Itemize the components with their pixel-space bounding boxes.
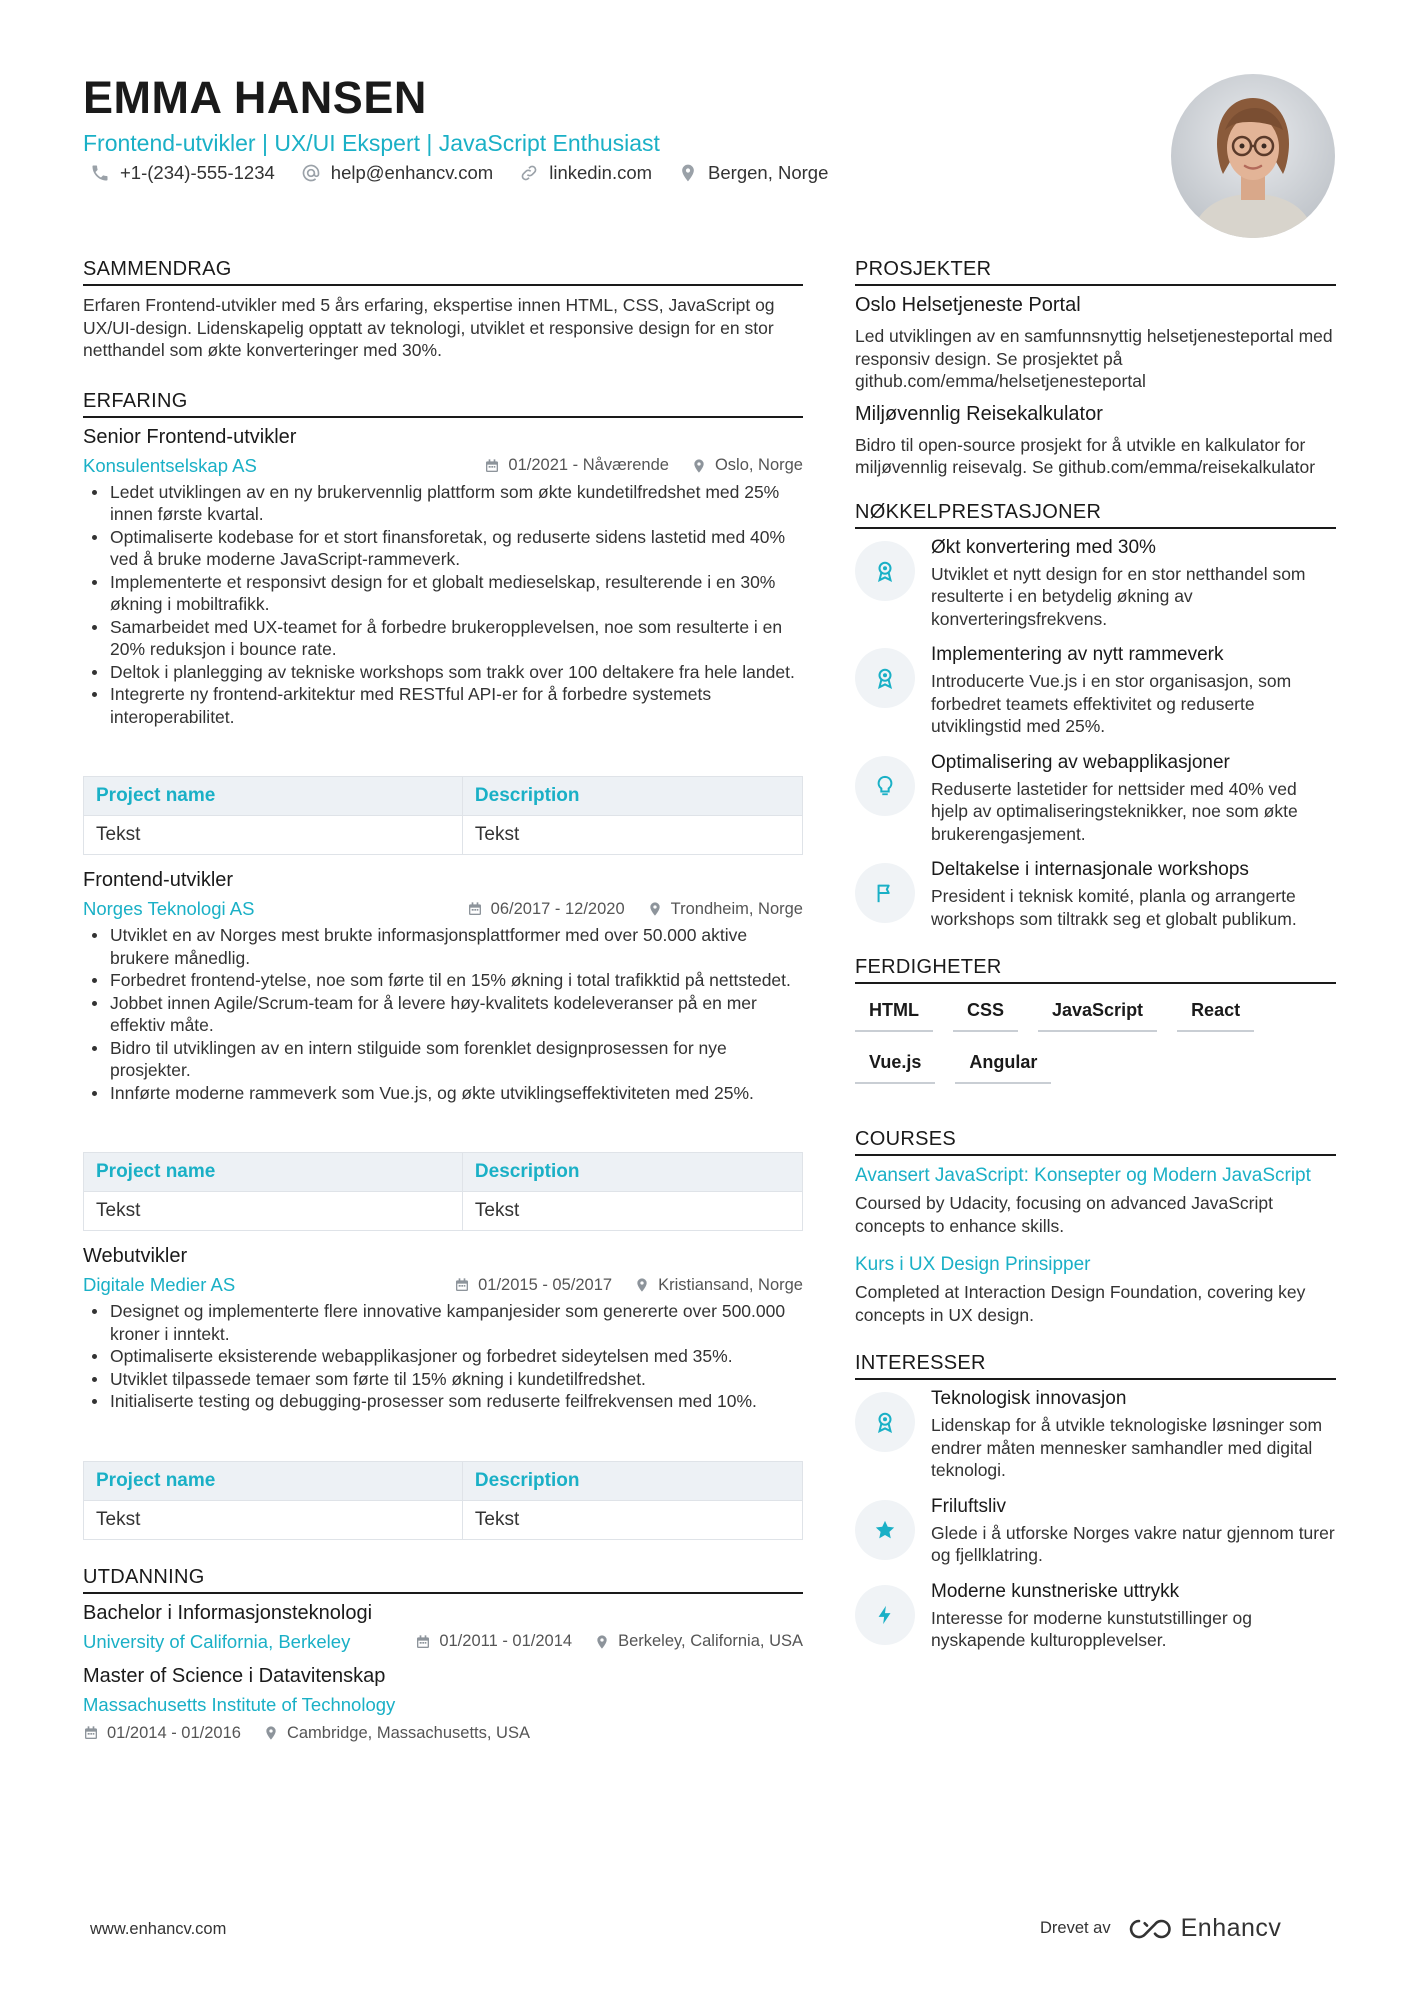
- job-meta-row: [83, 455, 803, 477]
- link-icon: [519, 163, 539, 183]
- achievement-title: Deltakelse i internasjonale workshops: [931, 859, 1249, 880]
- skill-tag: CSS: [953, 998, 1018, 1032]
- job-dates: [454, 1276, 612, 1295]
- job-role: Senior Frontend-utvikler: [83, 425, 297, 448]
- job-dates-text: 01/2015 - 05/2017: [478, 1275, 613, 1294]
- table-header-description: Description: [462, 1153, 802, 1192]
- section-title-interests: INTERESSER: [855, 1352, 1336, 1380]
- interest-body: [931, 1581, 1336, 1652]
- interest-body: [931, 1496, 1336, 1567]
- section-title-achievements: NØKKELPRESTASJONER: [855, 501, 1336, 529]
- course-desc: Coursed by Udacity, focusing on advanced JavaScript concepts to enhance skills.: [855, 1193, 1273, 1236]
- job-location: [634, 1276, 803, 1295]
- award-icon: [855, 1392, 915, 1452]
- achievement-desc: Reduserte lastetider for nettsider med 40% ved hjelp av optimaliseringsteknikker, noe som økte brukerengasjement.: [931, 778, 1298, 844]
- bullet-item: Integrerte ny frontend-arkitektur med RESTful API-er for å forbedre systemets interoperabilitet.: [83, 683, 803, 728]
- bullet-item: Forbedret frontend-ytelse, noe som førte til en 15% økning i total trafikktid på nettstedet.: [83, 969, 803, 992]
- profile-photo: [1171, 74, 1335, 238]
- edu-location-text: Berkeley, California, USA: [618, 1632, 803, 1650]
- interests-section: [855, 1352, 1336, 1652]
- achievement-body: [931, 644, 1336, 738]
- achievement-desc: Introducerte Vue.js i en stor organisasjon, som forbedret teamets effektivitet og reduserte utviklingstid med 25%.: [931, 671, 1292, 736]
- bullet-item: Designet og implementerte flere innovative kampanjesider som genererte over 500.000 kroner i inntekt.: [83, 1300, 803, 1345]
- interest-item: [855, 1388, 1336, 1482]
- course-name[interactable]: Kurs i UX Design Prinsipper: [855, 1254, 1091, 1275]
- skill-tag: JavaScript: [1038, 998, 1157, 1032]
- bolt-icon: [855, 1585, 915, 1645]
- edu-dates: [415, 1632, 572, 1651]
- job-meta: [454, 1276, 803, 1295]
- lightbulb-icon: [855, 756, 915, 816]
- job-company[interactable]: Norges Teknologi AS: [83, 898, 255, 919]
- interest-body: [931, 1388, 1336, 1482]
- interest-desc: Glede i å utforske Norges vakre natur gjennom turer og fjellklatring.: [931, 1522, 1335, 1565]
- project-name: Miljøvennlig Reisekalkulator: [855, 402, 1103, 425]
- job-meta-row: [83, 898, 803, 920]
- bullet-item: Deltok i planlegging av tekniske workshops som trakk over 100 deltakere fra hele landet.: [83, 661, 803, 684]
- contact-bar: [90, 162, 828, 184]
- right-column: [855, 258, 1336, 1652]
- edu-meta-row: [83, 1631, 803, 1653]
- education-entry: [83, 1602, 803, 1653]
- location-pin-icon: [634, 1277, 650, 1293]
- experience-section: [83, 390, 803, 1540]
- footer-website[interactable]: www.enhancv.com: [90, 1920, 227, 1938]
- education-section: [83, 1566, 803, 1743]
- phone-icon: [90, 163, 110, 183]
- bullet-item: Optimaliserte kodebase for et stort finansforetak, og reduserte sidens lastetid med 40% ved å bruke moderne JavaScript-rammeverk.: [83, 526, 803, 571]
- job-bullets: [83, 481, 803, 729]
- degree: Master of Science i Datavitenskap: [83, 1664, 386, 1687]
- table-cell: Tekst: [84, 1192, 463, 1231]
- section-title-courses: COURSES: [855, 1128, 1336, 1156]
- interest-title: Friluftsliv: [931, 1495, 1006, 1517]
- achievement-title: Økt konvertering med 30%: [931, 536, 1156, 558]
- bullet-item: Utviklet tilpassede temaer som førte til 15% økning i kundetilfredshet.: [83, 1368, 803, 1391]
- table-cell: Tekst: [462, 1500, 802, 1539]
- award-icon: [855, 541, 915, 601]
- job-location-text: Oslo, Norge: [714, 456, 803, 474]
- calendar-icon: [484, 458, 500, 474]
- interest-item: [855, 1496, 1336, 1567]
- location-pin-icon: [594, 1634, 610, 1650]
- projects-section: [855, 258, 1336, 479]
- job-entry: [83, 426, 803, 856]
- job-role: Frontend-utvikler: [83, 869, 234, 891]
- skill-tag: React: [1177, 998, 1254, 1032]
- contact-linkedin[interactable]: [519, 162, 652, 184]
- table-header-project: Project name: [84, 777, 463, 816]
- achievement-item: [855, 752, 1336, 846]
- bullet-item: Implementerte et responsivt design for et globalt medieselskap, resulterende i en 30% økning i mobiltrafikk.: [83, 571, 803, 616]
- section-title-skills: FERDIGHETER: [855, 956, 1336, 984]
- job-bullets: [83, 924, 803, 1104]
- job-dates-text: 01/2021 - Nåværende: [508, 456, 669, 474]
- project-desc: Led utviklingen av en samfunnsnyttig helsetjenesteportal med responsiv design. Se prosjektet på github.com/emma/helsetjenesteportal: [855, 326, 1333, 391]
- section-title-summary: SAMMENDRAG: [83, 258, 803, 286]
- course-desc: Completed at Interaction Design Foundation, covering key concepts in UX design.: [855, 1282, 1306, 1325]
- interest-item: [855, 1581, 1336, 1652]
- location-pin-icon: [691, 458, 707, 474]
- linkedin-text: linkedin.com: [549, 162, 653, 183]
- interest-desc: Lidenskap for å utvikle teknologiske løsninger som endrer måten mennesker samhandler med digital teknologi.: [931, 1415, 1323, 1480]
- table-cell: Tekst: [462, 816, 802, 855]
- skill-tag: HTML: [855, 998, 933, 1032]
- section-title-projects: PROSJEKTER: [855, 258, 1336, 286]
- location-pin-icon: [678, 163, 698, 183]
- at-icon: [301, 163, 321, 183]
- phone-text: +1-(234)-555-1234: [120, 162, 275, 183]
- skill-tag: Vue.js: [855, 1050, 935, 1084]
- job-entry: [83, 869, 803, 1231]
- course-name[interactable]: Avansert JavaScript: Konsepter og Modern JavaScript: [855, 1165, 1311, 1186]
- contact-email[interactable]: [301, 162, 493, 184]
- flag-icon: [855, 863, 915, 923]
- edu-location: [263, 1724, 530, 1743]
- achievement-desc: Utviklet et nytt design for en stor netthandel som resulterte i en betydelig økning av konverteringsfrekvens.: [931, 563, 1306, 629]
- summary-section: [83, 258, 803, 362]
- email-text: help@enhancv.com: [330, 162, 494, 183]
- location-text: Bergen, Norge: [708, 162, 829, 183]
- enhancv-logo[interactable]: [1127, 1914, 1282, 1943]
- job-meta: [484, 456, 803, 475]
- edu-meta: [83, 1724, 803, 1743]
- contact-location: [678, 162, 828, 184]
- calendar-icon: [454, 1277, 470, 1293]
- project-desc: Bidro til open-source prosjekt for å utvikle en kalkulator for miljøvennlig reisevalg. Se github.com/emma/reisekalkulator: [855, 434, 1316, 477]
- table-header-description: Description: [462, 1461, 802, 1500]
- school[interactable]: Massachusetts Institute of Technology: [83, 1693, 396, 1715]
- degree: Bachelor i Informasjonsteknologi: [83, 1601, 373, 1624]
- job-dates: [467, 900, 625, 919]
- job-location-text: Kristiansand, Norge: [658, 1275, 803, 1294]
- table-header-project: Project name: [84, 1153, 463, 1192]
- table-header-description: Description: [462, 777, 802, 816]
- courses-section: [855, 1128, 1336, 1326]
- project-table: [83, 1152, 803, 1231]
- interest-desc: Interesse for moderne kunstutstillinger og nyskapende kulturopplevelser.: [931, 1607, 1252, 1650]
- calendar-icon: [415, 1634, 431, 1650]
- job-dates-text: 06/2017 - 12/2020: [490, 899, 625, 918]
- job-entry: [83, 1245, 803, 1540]
- table-cell: Tekst: [84, 1500, 463, 1539]
- bullet-item: Innførte moderne rammeverk som Vue.js, og økte utviklingseffektiviteten med 25%.: [83, 1082, 803, 1105]
- interest-title: Moderne kunstneriske uttrykk: [931, 1580, 1180, 1602]
- edu-dates-text: 01/2011 - 01/2014: [439, 1632, 573, 1650]
- table-cell: Tekst: [84, 816, 463, 855]
- project-table: [83, 776, 803, 855]
- school[interactable]: University of California, Berkeley: [83, 1630, 351, 1652]
- headline: Frontend-utvikler | UX/UI Ekspert | JavaScript Enthusiast: [83, 130, 660, 156]
- skills-list: [855, 998, 1336, 1084]
- candidate-name: EMMA HANSEN: [83, 72, 427, 123]
- achievement-item: [855, 537, 1336, 631]
- job-location-text: Trondheim, Norge: [670, 899, 803, 918]
- skills-section: [855, 956, 1336, 1084]
- table-cell: Tekst: [462, 1192, 802, 1231]
- star-icon: [855, 1500, 915, 1560]
- contact-phone[interactable]: [90, 162, 275, 184]
- project-name: Oslo Helsetjeneste Portal: [855, 294, 1081, 316]
- edu-location-text: Cambridge, Massachusetts, USA: [286, 1723, 530, 1742]
- section-title-experience: ERFARING: [83, 390, 803, 418]
- job-role: Webutvikler: [83, 1245, 188, 1267]
- calendar-icon: [467, 901, 483, 917]
- edu-location: [594, 1632, 803, 1651]
- bullet-item: Jobbet innen Agile/Scrum-team for å levere høy-kvalitets kodeleveranser på en mer effektiv måte.: [83, 992, 803, 1037]
- achievement-title: Implementering av nytt rammeverk: [931, 644, 1224, 665]
- bullet-item: Optimaliserte eksisterende webapplikasjoner og forbedret sideytelsen med 35%.: [83, 1345, 803, 1368]
- bullet-item: Ledet utviklingen av en ny brukervennlig plattform som økte kundetilfredshet med 25% innen første kvartal.: [83, 481, 803, 526]
- bullet-item: Utviklet en av Norges mest brukte informasjonsplattformer med over 50.000 aktive brukere månedlig.: [83, 924, 803, 969]
- project-table: [83, 1461, 803, 1540]
- education-entry: [83, 1665, 803, 1743]
- footer-branding: [1040, 1914, 1281, 1943]
- job-meta-row: [83, 1274, 803, 1296]
- location-pin-icon: [263, 1725, 279, 1741]
- job-meta: [467, 900, 803, 919]
- achievement-desc: President i teknisk komité, planla og arrangerte workshops som tiltrakk seg et globalt publikum.: [931, 886, 1297, 929]
- infinity-logo-icon: [1127, 1917, 1173, 1941]
- achievement-body: [931, 859, 1336, 930]
- location-pin-icon: [647, 901, 663, 917]
- achievement-body: [931, 752, 1336, 846]
- table-header-project: Project name: [84, 1461, 463, 1500]
- job-location: [647, 900, 803, 919]
- calendar-icon: [83, 1725, 99, 1741]
- edu-meta: [415, 1632, 803, 1651]
- job-company[interactable]: Konsulentselskap AS: [83, 454, 257, 476]
- job-company[interactable]: Digitale Medier AS: [83, 1274, 236, 1295]
- skill-tag: Angular: [955, 1050, 1051, 1084]
- avatar-illustration: [1171, 74, 1335, 238]
- achievements-section: [855, 501, 1336, 931]
- bullet-item: Bidro til utviklingen av en intern stilguide som forenklet designprosessen for nye prosjekter.: [83, 1037, 803, 1082]
- achievement-item: [855, 859, 1336, 930]
- achievement-title: Optimalisering av webapplikasjoner: [931, 751, 1230, 773]
- award-icon: [855, 648, 915, 708]
- powered-by-text: Drevet av: [1040, 1919, 1111, 1937]
- achievement-item: [855, 644, 1336, 738]
- edu-dates: [83, 1724, 241, 1743]
- job-location: [691, 456, 803, 475]
- summary-text: Erfaren Frontend-utvikler med 5 års erfaring, ekspertise innen HTML, CSS, JavaScript og UX/UI-design. Lidenskapelig opptatt av teknologi, utviklet et responsive design for en stor netthandel som økte konverteringer med 30%.: [83, 295, 775, 360]
- job-bullets: [83, 1300, 803, 1413]
- edu-dates-text: 01/2014 - 01/2016: [107, 1723, 241, 1742]
- brand-name: Enhancv: [1180, 1914, 1282, 1942]
- section-title-education: UTDANNING: [83, 1566, 803, 1594]
- achievement-body: [931, 537, 1336, 631]
- job-dates: [484, 456, 669, 475]
- bullet-item: Initialiserte testing og debugging-prosesser som reduserte feilfrekvensen med 10%.: [83, 1390, 803, 1413]
- left-column: [83, 258, 803, 1743]
- bullet-item: Samarbeidet med UX-teamet for å forbedre brukeropplevelsen, noe som resulterte i en 20% reduksjon i bounce rate.: [83, 616, 803, 661]
- interest-title: Teknologisk innovasjon: [931, 1388, 1127, 1409]
